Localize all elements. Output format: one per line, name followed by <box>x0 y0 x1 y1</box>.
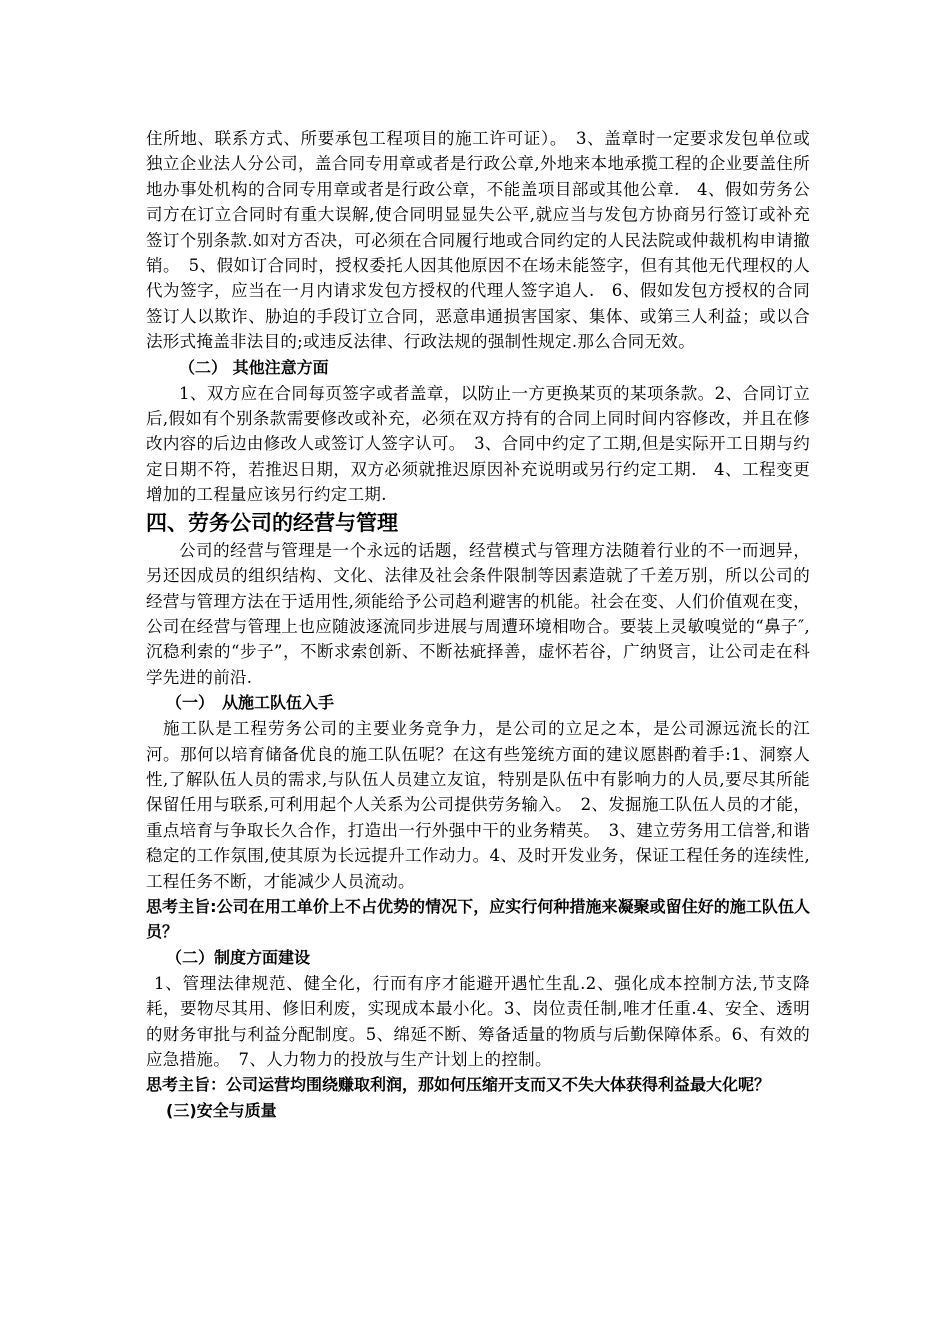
think-note-system: 思考主旨：公司运营均围绕赚取利润，那如何压缩开支而又不失大体获得利益最大化呢？ <box>146 1075 771 1095</box>
paragraph-construction-team: 施工队是工程劳务公司的主要业务竞争力，是公司的立足之本，是公司源远流长的江河。那何以培育储备优良的施工队伍呢？在这有些笼统方面的建议愿斟酌着手:1、洞察人性,了解队伍人员的需求,与队伍人员建立友谊，特别是队伍中有影响力的人员,要尽其所能保留任用与联系,可利用起个人关系为公司提供劳务输入。 2、发掘施工队伍人员的才能，重点培育与争取长久合作，打造出一行外强中干的业务精英。 3、建立劳务用工信誉,和谐稳定的工作氛围,使其原为长远提升工作动力。4、及时开发业务，保证工程任务的连续性,工程任务不断，才能减少人员流动。 <box>146 719 810 891</box>
section-heading-management: 四、劳务公司的经营与管理 <box>146 510 398 535</box>
paragraph-system-building: 1、管理法律规范、健全化，行而有序才能避开遇忙生乱.2、强化成本控制方法,节支降耗，要物尽其用、修旧利废，实现成本最小化。3、岗位责任制,唯才任重.4、安全、透明的财务审批与利益分配制度。5、绵延不断、筹备适量的物质与后勤保障体系。6、有效的应急措施。 7、人力物力的投放与生产计划上的控制。 <box>146 973 810 1069</box>
subheading-construction-team: （一） 从施工队伍入手 <box>166 693 335 713</box>
think-note-team: 思考主旨:公司在用工单价上不占优势的情况下，应实行何种措施来凝聚或留住好的施工队伍人员？ <box>146 896 810 942</box>
paragraph-other-aspects: 1、双方应在合同每页签字或者盖章，以防止一方更换某页的某项条款。2、合同订立后,假如有个别条款需要修改或补充，必须在双方持有的合同上同时间内容修改，并且在修改内容的后边由修改人或签订人签字认可。 3、合同中约定了工期,但是实际开工日期与约定日期不符，若推迟日期，双方必须就推迟原因补充说明或另行约定工期. 4、工程变更增加的工程量应该另行约定工期. <box>146 383 810 505</box>
paragraph-contract-items: 住所地、联系方式、所要承包工程项目的施工许可证）。 3、盖章时一定要求发包单位或独立企业法人分公司，盖合同专用章或者是行政公章,外地来本地承揽工程的企业要盖住所地办事处机构的合同专用章或者是行政公章，不能盖项目部或其他公章. 4、假如劳务公司方在订立合同时有重大误解,使合同明显显失公平,就应当与发包方协商另行签订或补充签订个别条款.如对方否决，可必须在合同履行地或合同约定的人民法院或仲裁机构申请撤销。 5、假如订合同时，授权委托人因其他原因不在场未能签字，但有其他无代理权的人代为签字，应当在一月内请求发包方授权的代理人签字追人. 6、假如发包方授权的合同签订人以欺诈、胁迫的手段订立合同，恶意串通损害国家、集体、或第三人利益；或以合法形式掩盖非法目的;或违反法律、行政法规的强制性规定.那么合同无效。 <box>146 129 810 352</box>
paragraph-management-intro: 公司的经营与管理是一个永远的话题，经营模式与管理方法随着行业的不一而迥异，另还因成员的组织结构、文化、法律及社会条件限制等因素造就了千差万别，所以公司的经营与管理方法在于适用性,须能给予公司趋利避害的机能。社会在变、人们价值观在变，公司在经营与管理上也应随波逐流同步进展与周遭环境相吻合。要装上灵敏嗅觉的“鼻子″,沉稳利索的“步子”，不断求索创新、不断祛疵择善，虚怀若谷，广纳贤言，让公司走在科学先进的前沿. <box>146 540 810 687</box>
subheading-system-building: （二）制度方面建设 <box>166 947 311 967</box>
subheading-safety-quality: (三)安全与质量 <box>166 1100 277 1120</box>
document-body <box>146 126 810 1124</box>
subheading-other-aspects: （二） 其他注意方面 <box>179 357 329 377</box>
